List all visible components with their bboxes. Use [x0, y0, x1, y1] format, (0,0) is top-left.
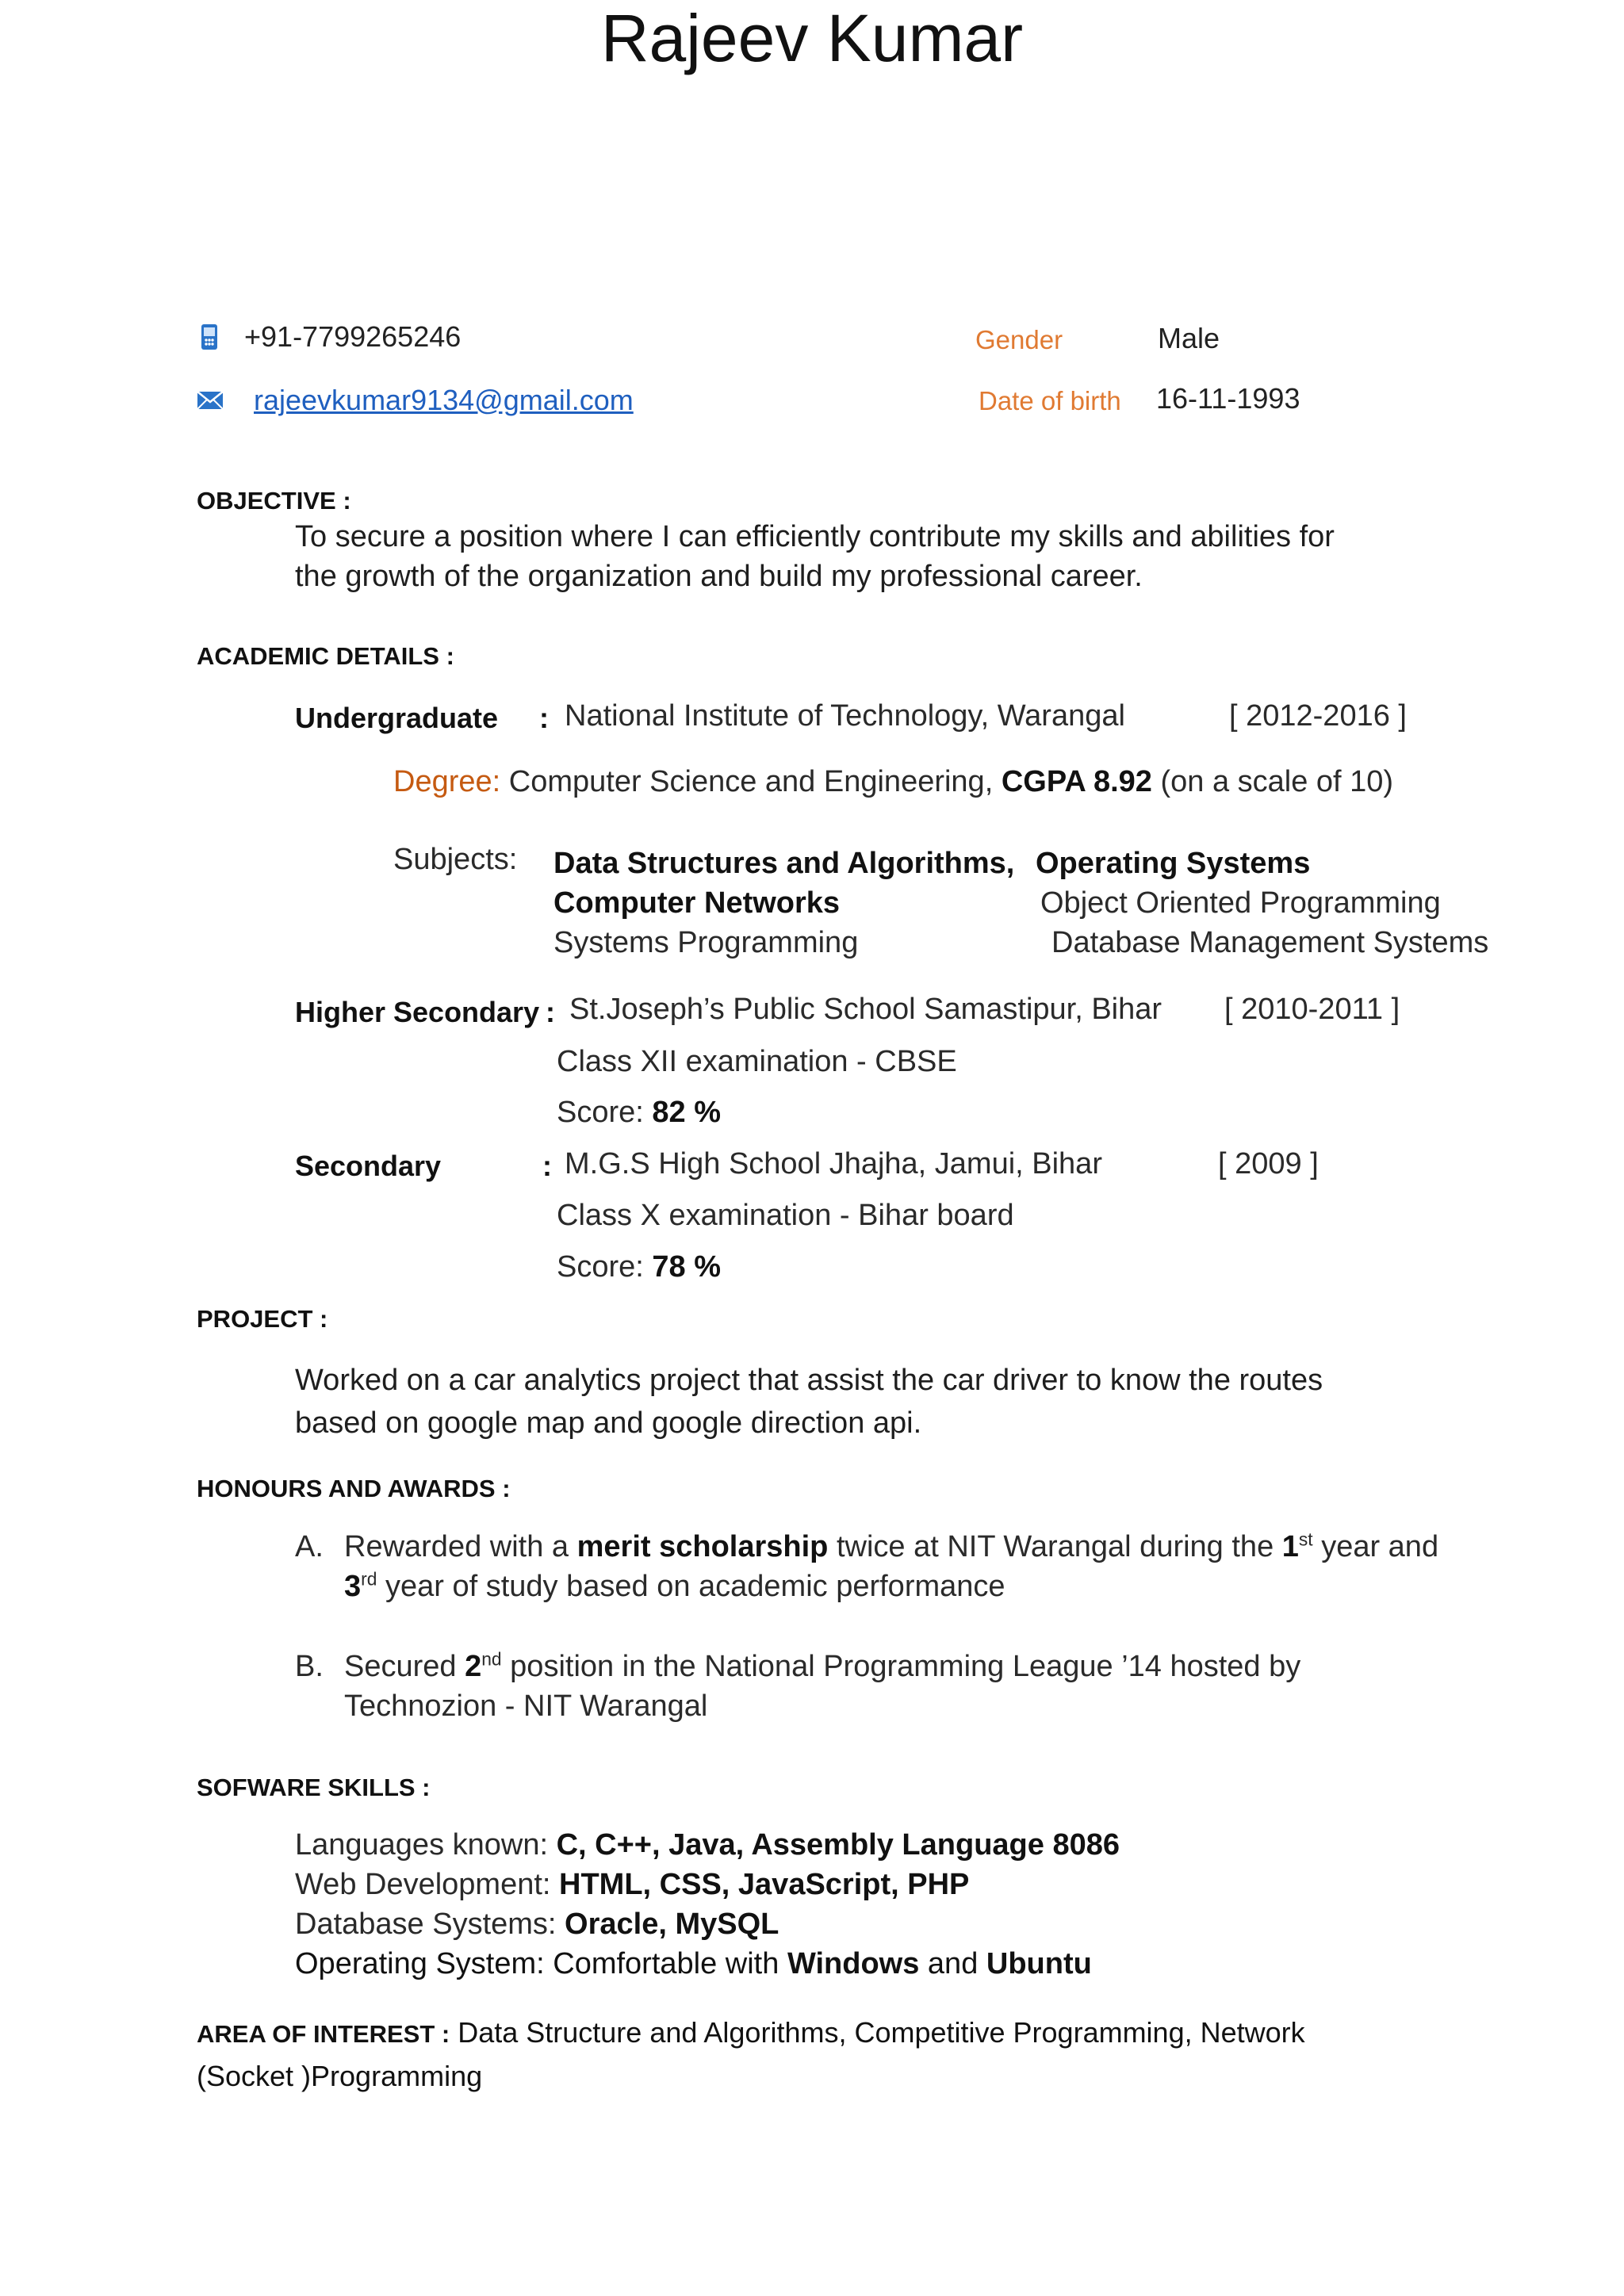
skill-languages-value: C, C++, Java, Assembly Language 8086: [556, 1828, 1120, 1862]
award-a-bold: merit scholarship: [576, 1530, 829, 1563]
gender-value: Male: [1158, 322, 1220, 354]
ug-degree-row: [393, 765, 1393, 799]
hs-colon: :: [546, 996, 555, 1028]
award-a-post2: year of study based on academic performance: [385, 1570, 1005, 1603]
award-b-post: position in the National Programming League ’14 hosted by: [510, 1650, 1301, 1683]
ug-subjects-label: Subjects:: [393, 843, 518, 876]
skill-web-value: HTML, CSS, JavaScript, PHP: [559, 1868, 970, 1901]
honours-heading: HONOURS AND AWARDS :: [197, 1475, 511, 1502]
subject-item: Data Structures and Algorithms,: [553, 847, 1015, 880]
award-a-post1: year and: [1312, 1530, 1439, 1563]
hs-school: St.Joseph’s Public School Samastipur, Bihar: [569, 993, 1162, 1026]
gender-label: Gender: [975, 325, 1063, 354]
sec-score: 78 %: [652, 1250, 722, 1284]
dob-value: 16-11-1993: [1156, 382, 1300, 415]
ug-degree-label: Degree:: [393, 765, 501, 798]
interest-text-2: (Socket )Programming: [197, 2060, 483, 2092]
candidate-name: Rajeev Kumar: [600, 1, 1024, 75]
ug-cgpa: CGPA 8.92: [1001, 765, 1152, 798]
skill-db: [295, 1908, 779, 1942]
skills-heading: SOFWARE SKILLS :: [197, 1774, 431, 1801]
subject-item: Computer Networks: [553, 886, 841, 920]
skill-os: [295, 1947, 1092, 1981]
award-a-mid: twice at NIT Warangal during the: [836, 1530, 1274, 1563]
ug-cgpa-scale: (on a scale of 10): [1160, 765, 1394, 798]
skill-web: [295, 1868, 969, 1902]
skill-web-label: Web Development:: [295, 1868, 551, 1901]
sec-score-row: [557, 1250, 721, 1284]
skill-os-and: and: [927, 1947, 979, 1980]
skill-languages-label: Languages known:: [295, 1828, 549, 1862]
ug-colon: :: [539, 702, 549, 734]
interest-line-1: [197, 2016, 1305, 2049]
ug-degree: Computer Science and Engineering,: [508, 765, 994, 798]
skill-os-pre: Comfortable with: [553, 1947, 779, 1980]
ug-label: Undergraduate: [295, 702, 499, 734]
award-b-pre: Secured: [344, 1650, 457, 1683]
project-heading: PROJECT :: [197, 1305, 328, 1333]
dob-label: Date of birth: [979, 386, 1121, 415]
hs-score-label: Score:: [557, 1096, 644, 1129]
email-link[interactable]: rajeevkumar9134@gmail.com: [254, 384, 634, 416]
skill-os-windows: Windows: [787, 1947, 920, 1980]
award-a-sup1: st: [1298, 1529, 1313, 1550]
award-a-line-2: [344, 1570, 1005, 1604]
sec-colon: :: [542, 1150, 552, 1182]
hs-score-row: [557, 1096, 721, 1130]
skill-os-label: Operating System:: [295, 1947, 545, 1980]
award-b-num: 2: [465, 1650, 482, 1683]
subject-item: Systems Programming: [553, 926, 859, 959]
award-a-pre: Rewarded with a: [344, 1530, 569, 1563]
project-line-1: Worked on a car analytics project that assist the car driver to know the routes: [295, 1364, 1323, 1397]
sec-years: [ 2009 ]: [1218, 1147, 1319, 1181]
objective-heading: OBJECTIVE :: [197, 487, 351, 515]
objective-line-1: To secure a position where I can efficiently contribute my skills and abilities for: [295, 520, 1335, 553]
mail-icon: [197, 390, 224, 411]
hs-label: Higher Secondary: [295, 996, 540, 1028]
subject-item: Object Oriented Programming: [1040, 886, 1441, 920]
hs-years: [ 2010-2011 ]: [1224, 993, 1400, 1026]
skill-os-ubuntu: Ubuntu: [986, 1947, 1092, 1980]
sec-exam: Class X examination - Bihar board: [557, 1199, 1014, 1232]
subject-item: Operating Systems: [1036, 847, 1311, 880]
academic-heading: ACADEMIC DETAILS :: [197, 642, 454, 670]
award-a-sup2: rd: [361, 1568, 377, 1590]
hs-score: 82 %: [652, 1096, 722, 1129]
award-b-line-2: Technozion - NIT Warangal: [344, 1689, 708, 1723]
project-line-2: based on google map and google direction api.: [295, 1406, 922, 1440]
skill-db-value: Oracle, MySQL: [565, 1908, 779, 1941]
skill-languages: [295, 1828, 1120, 1862]
ug-years: [ 2012-2016 ]: [1229, 699, 1407, 733]
interest-heading: AREA OF INTEREST :: [197, 2020, 450, 2048]
hs-exam: Class XII examination - CBSE: [557, 1045, 957, 1078]
subject-item: Database Management Systems: [1051, 926, 1489, 959]
award-b-marker: B.: [295, 1650, 324, 1683]
objective-line-2: the growth of the organization and build my professional career.: [295, 560, 1143, 593]
ug-institute: National Institute of Technology, Warangal: [565, 699, 1125, 733]
phone-icon: [200, 323, 219, 350]
skill-db-label: Database Systems:: [295, 1908, 557, 1941]
sec-label: Secondary: [295, 1150, 442, 1182]
sec-school: M.G.S High School Jhajha, Jamui, Bihar: [565, 1147, 1102, 1181]
award-a-num1: 1: [1281, 1530, 1299, 1563]
award-a-line-1: [344, 1530, 1438, 1564]
award-a-marker: A.: [295, 1530, 324, 1563]
award-b-line-1: [344, 1650, 1300, 1684]
award-a-num2: 3: [344, 1570, 362, 1603]
award-b-sup: nd: [481, 1648, 502, 1670]
interest-text-1: Data Structure and Algorithms, Competitive Programming, Network: [458, 2016, 1305, 2049]
phone-number: +91-7799265246: [244, 320, 462, 353]
sec-score-label: Score:: [557, 1250, 644, 1284]
